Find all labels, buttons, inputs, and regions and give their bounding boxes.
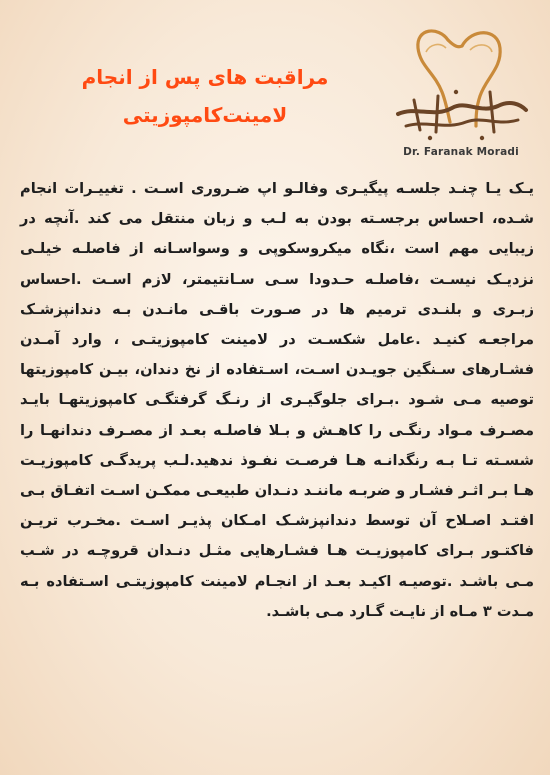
logo-caption: Dr. Faranak Moradi xyxy=(403,146,519,158)
clinic-logo xyxy=(386,22,536,162)
title-line-1: مراقبت های پس از انجام xyxy=(81,65,329,89)
page-title xyxy=(40,58,370,134)
article-body: یـک یـا چنـد جلسـه پیگیـری وفالـو اپ ضـروری اسـت . تغییـرات انجام شـده، احساس برجسـته بودن به لـب و زبان منتقل می کند .آنچه در زیبایی مهم است ،نگاه میکروسکوپی و وسواسـانه از فاصلـه خیلـی نزدیـک نیسـت ،فاصلـه حـدودا سـی سـانتیمتر، لازم اسـت .احساس زبـری و بلنـدی ترمیم ها در صـورت باقـی مانـدن بـه دندانپزشـک مراجعـه کنیـد .عامل شکسـت در لامینت کامپوزیتـی ، وارد آمـدن فشـارهای سـنگین جویـدن اسـت، اسـتفاده از نخ دندان، بیـن کامپوزیتها توصیه مـی شـود .بـرای جلوگیـری از رنـگ گرفتگـی کامپوزیتهـا بایـد مصـرف مـواد رنگـی را کاهـش و بـلا فاصلـه بعـد از مصـرف دندانهـا را شسـته تـا بـه رنگدانـه هـا فرصـت نفـوذ ندهید.لـب پریدگـی کامپوزیـت هـا بـر اثـر فشـار و ضربـه ماننـد دنـدان طبیعـی ممکـن اسـت اتفـاق بـی افتـد اصـلاح آن توسط دندانپزشـک امـکان پذیـر اسـت .مخـرب تریـن فاکتـور بـرای کامپوزیـت هـا فشـارهایی مثـل دنـدان قروچـه در شـب مـی باشـد .توصیـه اکیـد بعـد از انجـام لامینت کامپوزیتـی اسـتفاده بـه مـدت ۳ مـاه از نایـت گـارد مـی باشـد. xyxy=(20,180,534,620)
tooth-logo-icon xyxy=(386,22,536,147)
title-line-2: لامینت‌کامپوزیتی xyxy=(122,103,288,127)
